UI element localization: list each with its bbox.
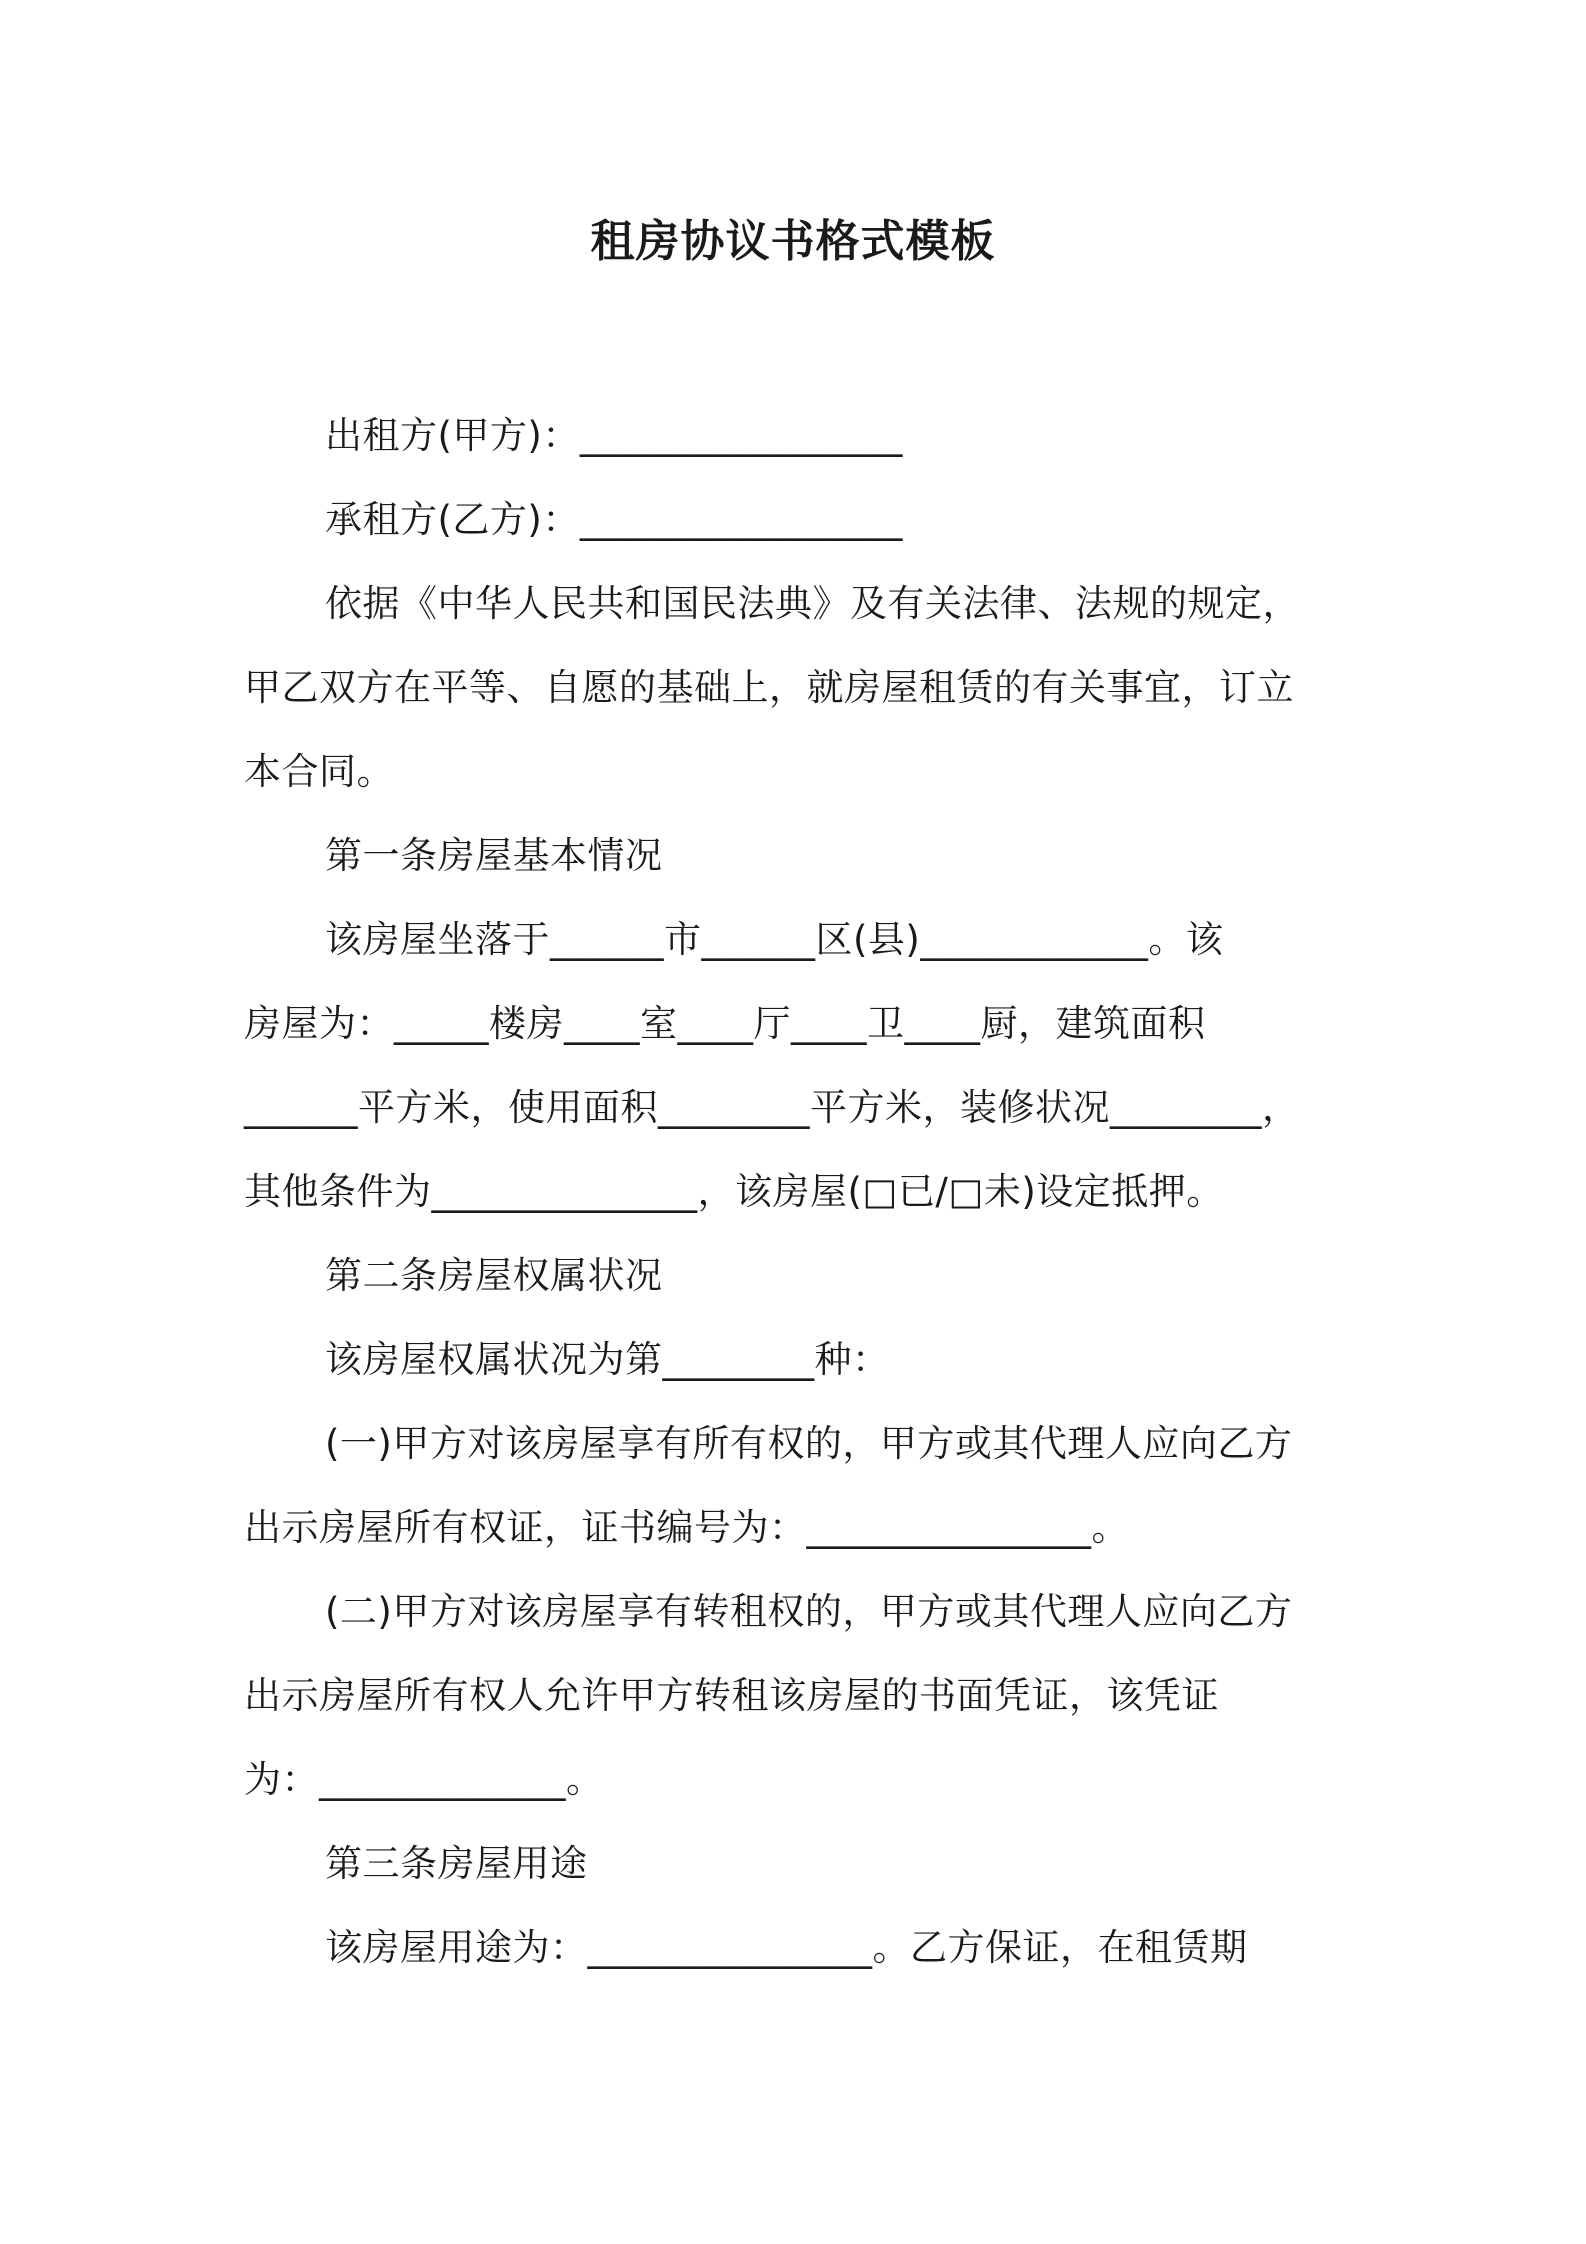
article-2-item-2-line-2: 出示房屋所有权人允许甲方转租该房屋的书面凭证，该凭证 [244,1674,1219,1717]
document-title: 租房协议书格式模板 [590,216,996,267]
article-2-line-1: 该房屋权属状况为第________种： [325,1338,890,1381]
article-2-item-1-line-2: 出示房屋所有权证，证书编号为：_______________。 [244,1506,1129,1549]
preamble-line-2: 甲乙双方在平等、自愿的基础上，就房屋租赁的有关事宜，订立 [244,666,1294,709]
article-1-line-4: 其他条件为______________，该房屋(□已/□未)设定抵押。 [244,1170,1224,1213]
article-2-item-2-line-3: 为：_____________。 [244,1758,604,1801]
article-2-heading: 第二条房屋权属状况 [325,1254,663,1297]
article-2-item-2-line-1: (二)甲方对该房屋享有转租权的，甲方或其代理人应向乙方 [325,1590,1293,1633]
article-1-line-2: 房屋为：_____楼房____室____厅____卫____厨，建筑面积 [244,1002,1206,1045]
lessee-line: 承租方(乙方)：_________________ [325,498,903,541]
preamble-line-3: 本合同。 [244,750,394,793]
lessor-line: 出租方(甲方)：_________________ [325,414,903,457]
article-1-line-1: 该房屋坐落于______市______区(县)____________。该 [325,918,1224,961]
article-3-line-1: 该房屋用途为：_______________。乙方保证，在租赁期 [325,1926,1248,1969]
article-2-item-1-line-1: (一)甲方对该房屋享有所有权的，甲方或其代理人应向乙方 [325,1422,1293,1465]
article-3-heading: 第三条房屋用途 [325,1842,588,1885]
preamble-line-1: 依据《中华人民共和国民法典》及有关法律、法规的规定， [325,582,1300,625]
article-1-line-3: ______平方米，使用面积________平方米，装修状况________， [244,1086,1300,1129]
article-1-heading: 第一条房屋基本情况 [325,834,663,877]
